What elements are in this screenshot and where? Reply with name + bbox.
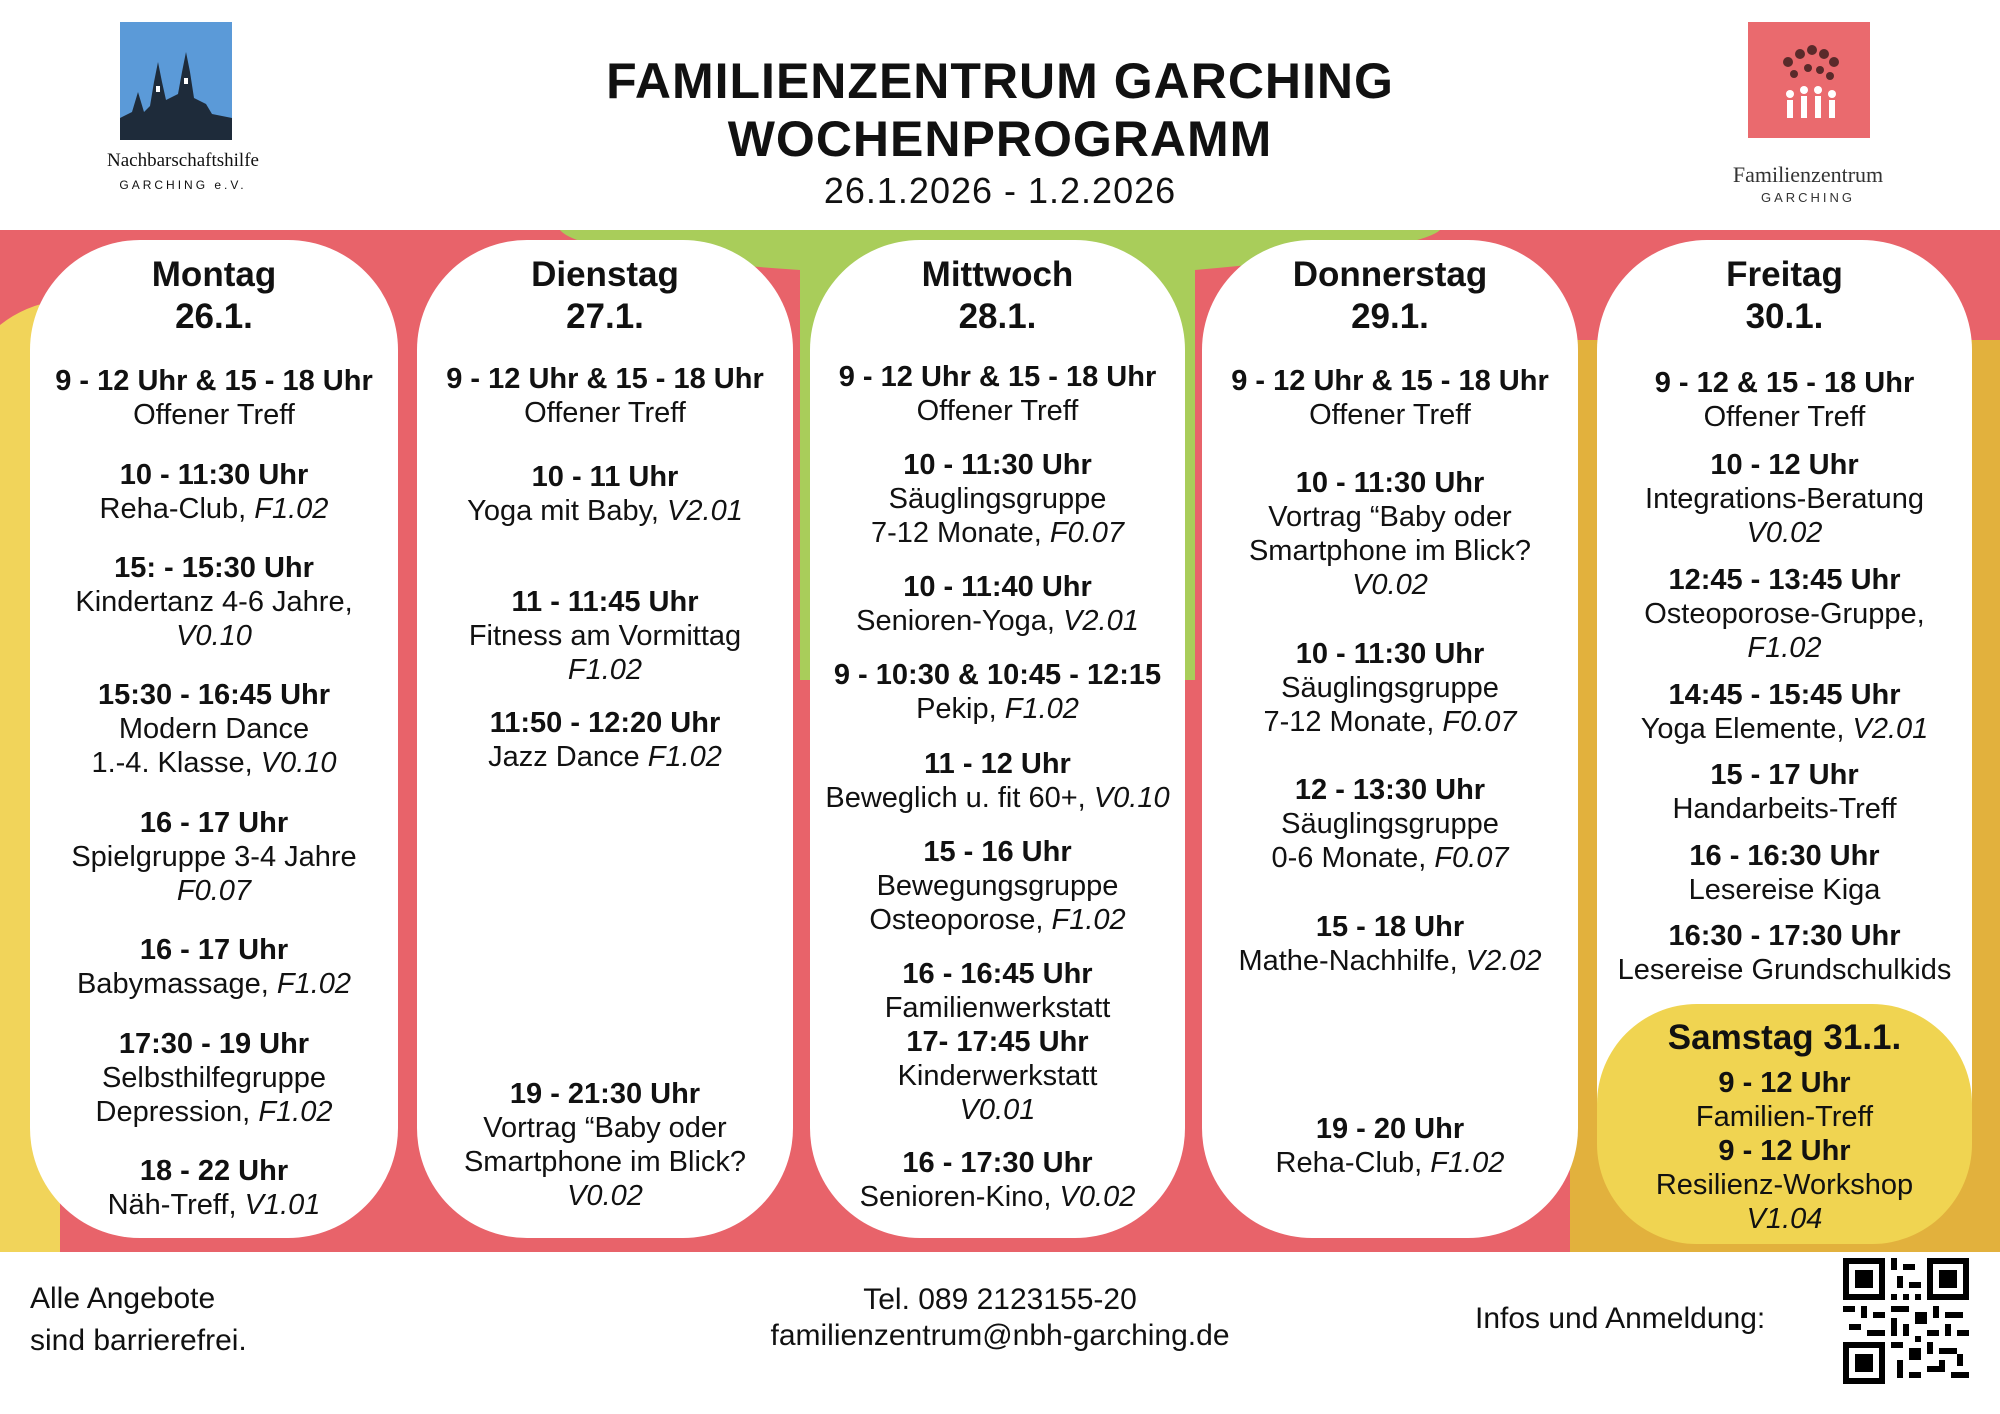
event-title: Kindertanz 4-6 Jahre, (75, 586, 353, 618)
event-room: V2.02 (1465, 945, 1542, 977)
day-column-montag (30, 240, 398, 1238)
accessibility-line-2: sind barrierefrei. (30, 1324, 247, 1357)
event-room: V0.10 (1093, 782, 1170, 814)
event-title: Reha-Club, (1275, 1147, 1423, 1179)
day-date: 29.1. (1351, 297, 1429, 336)
event-room: F1.02 (567, 654, 643, 686)
event-room: F1.02 (1004, 693, 1079, 725)
event (1202, 637, 1578, 739)
day-name: Donnerstag (1292, 255, 1488, 294)
event-title: Integrations-Beratung (1645, 483, 1924, 515)
event-time: 12:45 - 13:45 Uhr (1668, 564, 1901, 596)
day-name: Mittwoch (921, 255, 1074, 294)
event-title: Familienwerkstatt (884, 992, 1111, 1024)
event-title-2: 7-12 Monate, (870, 517, 1042, 549)
phone-number: Tel. 089 2123155-20 (863, 1283, 1137, 1316)
event (1597, 448, 1972, 550)
event-time: 14:45 - 15:45 Uhr (1668, 679, 1901, 711)
event (1597, 919, 1972, 987)
day-name: Freitag (1726, 255, 1843, 294)
saturday-title: Samstag 31.1. (1667, 1018, 1902, 1057)
event (1202, 1112, 1578, 1180)
event-room: V2.01 (1852, 713, 1929, 745)
event-room: F1.02 (258, 1096, 333, 1128)
event-time: 10 - 11:30 Uhr (1295, 467, 1485, 499)
day-name: Dienstag (531, 255, 679, 294)
event (1597, 839, 1972, 907)
event-title-2: 0-6 Monate, (1271, 842, 1427, 874)
event (1597, 758, 1972, 826)
event-room: F1.02 (276, 968, 352, 1000)
day-header (1202, 254, 1578, 338)
event-time: 9 - 12 & 15 - 18 Uhr (1654, 367, 1915, 399)
event (1202, 364, 1578, 432)
logo-left-name: Nachbarschaftshilfe (107, 150, 259, 171)
saturday-box (1597, 1004, 1972, 1244)
logo-right-name: Familienzentrum (1732, 162, 1884, 187)
event-room: V1.04 (1746, 1203, 1823, 1235)
event-time: 16 - 16:30 Uhr (1689, 840, 1880, 872)
qr-code-icon[interactable] (1843, 1258, 1969, 1384)
event-time: 15:30 - 16:45 Uhr (97, 679, 331, 711)
event-room: V0.10 (260, 747, 337, 779)
event-title-2: 1.-4. Klasse, (91, 747, 253, 779)
event (1597, 678, 1972, 746)
day-column-donnerstag (1202, 240, 1578, 1238)
event-title: Babymassage, (76, 968, 269, 1000)
event (1597, 563, 1972, 665)
event-title: Jazz Dance (488, 741, 640, 773)
event (30, 364, 398, 432)
logo-left-sub: GARCHING e.V. (119, 178, 247, 192)
event-time: 9 - 12 Uhr & 15 - 18 Uhr (446, 363, 764, 395)
event-time: 11 - 12 Uhr (924, 748, 1071, 780)
event-time: 11 - 11:45 Uhr (511, 586, 699, 618)
event-room: F1.02 (1747, 632, 1822, 664)
familienzentrum-logo (1718, 22, 1898, 212)
event-time: 17:30 - 19 Uhr (118, 1028, 310, 1060)
event (810, 1025, 1185, 1127)
event (30, 458, 398, 526)
event-room: V0.01 (959, 1094, 1036, 1126)
event-title: Osteoporose-Gruppe, (1644, 598, 1925, 630)
event-title: Säuglingsgruppe (1281, 672, 1499, 704)
event-room: F1.02 (254, 493, 329, 525)
event (30, 1027, 398, 1129)
event-title: Reha-Club, (99, 493, 247, 525)
event-room: V2.01 (1063, 605, 1139, 637)
event-title: Säuglingsgruppe (888, 483, 1107, 515)
page-subtitle: WOCHENPROGRAMM (727, 111, 1273, 167)
event-time: 9 - 12 Uhr (1718, 1135, 1851, 1167)
event-title: Senioren-Kino, (859, 1181, 1052, 1213)
event (810, 448, 1185, 550)
event (810, 747, 1185, 815)
event (810, 360, 1185, 428)
event-time: 15: - 15:30 Uhr (114, 552, 314, 584)
event-room: F0.07 (1434, 842, 1509, 874)
event-title: Modern Dance (118, 713, 310, 745)
event-title: Fitness am Vormittag (468, 620, 742, 652)
event (1202, 773, 1578, 875)
event (30, 933, 398, 1001)
event-time: 15 - 17 Uhr (1710, 759, 1859, 791)
event-time: 16 - 17 Uhr (139, 934, 289, 966)
event-time: 16 - 16:45 Uhr (902, 958, 1093, 990)
event-title: Familien-Treff (1695, 1101, 1874, 1133)
event-time: 16 - 17:30 Uhr (902, 1147, 1093, 1179)
event-title: Handarbeits-Treff (1672, 793, 1897, 825)
logo-right-sub: GARCHING (1760, 190, 1856, 205)
event-room: F0.07 (176, 875, 252, 907)
event-title: Näh-Treff, (107, 1189, 237, 1221)
event-time: 19 - 20 Uhr (1315, 1113, 1465, 1145)
date-range: 26.1.2026 - 1.2.2026 (823, 170, 1177, 211)
day-column-mittwoch (810, 240, 1185, 1238)
event-title: Säuglingsgruppe (1281, 808, 1499, 840)
event-time: 9 - 10:30 & 10:45 - 12:15 (833, 659, 1162, 691)
event (1202, 466, 1578, 602)
event (1202, 910, 1578, 978)
event-title: Bewegungsgruppe (876, 870, 1119, 902)
event-title-2: Depression, (95, 1096, 251, 1128)
event-title: Lesereise Kiga (1688, 874, 1881, 906)
event-title: Vortrag “Baby oder (1268, 501, 1512, 533)
event-room: V1.01 (244, 1189, 321, 1221)
event (417, 585, 793, 687)
event-time: 9 - 12 Uhr & 15 - 18 Uhr (838, 361, 1157, 393)
day-date: 26.1. (175, 297, 253, 336)
event-time: 18 - 22 Uhr (139, 1155, 289, 1187)
day-header (417, 254, 793, 338)
event (810, 835, 1185, 937)
event-title: Offener Treff (1309, 399, 1471, 431)
event-time: 10 - 11:40 Uhr (903, 571, 1092, 603)
family-tree-icon (1748, 22, 1870, 138)
event (810, 1146, 1185, 1214)
event-time: 15 - 18 Uhr (1315, 911, 1465, 943)
event-time: 17- 17:45 Uhr (906, 1026, 1089, 1058)
event-time: 10 - 12 Uhr (1710, 449, 1859, 481)
event-title: Vortrag “Baby oder (483, 1112, 727, 1144)
event-time: 9 - 12 Uhr (1718, 1067, 1851, 1099)
event-title: Selbsthilfegruppe (101, 1062, 327, 1094)
event-title: Kinderwerkstatt (897, 1060, 1098, 1092)
day-header (1597, 254, 1972, 338)
event-room: V0.02 (1059, 1181, 1136, 1213)
event-title: Offener Treff (524, 397, 686, 429)
event-title: Offener Treff (133, 399, 295, 431)
event-title: Mathe-Nachhilfe, (1238, 945, 1458, 977)
event (810, 658, 1185, 726)
event-room: F0.07 (1442, 706, 1517, 738)
event-time: 19 - 21:30 Uhr (509, 1078, 701, 1110)
event-time: 10 - 11:30 Uhr (1295, 638, 1485, 670)
day-column-dienstag (417, 240, 793, 1238)
event-title: Offener Treff (916, 395, 1079, 427)
event-time: 16:30 - 17:30 Uhr (1668, 920, 1901, 952)
event-time: 10 - 11 Uhr (531, 461, 679, 493)
event (30, 551, 398, 653)
event-title-2: Smartphone im Blick? (1248, 535, 1532, 567)
event-time: 10 - 11:30 Uhr (903, 449, 1092, 481)
email-address[interactable]: familienzentrum@nbh-garching.de (770, 1319, 1230, 1352)
nachbarschaftshilfe-logo (78, 22, 288, 202)
day-date: 30.1. (1745, 297, 1824, 336)
event (417, 706, 793, 774)
event-room: F0.07 (1049, 517, 1125, 549)
event (810, 570, 1185, 638)
event-room: V2.01 (667, 495, 743, 527)
event-time: 9 - 12 Uhr & 15 - 18 Uhr (1231, 365, 1549, 397)
event (30, 1154, 398, 1222)
event-time: 10 - 11:30 Uhr (119, 459, 309, 491)
event-title: Senioren-Yoga, (856, 605, 1055, 637)
event-title-2: 7-12 Monate, (1263, 706, 1435, 738)
event-room: V0.10 (176, 620, 252, 652)
day-name: Montag (151, 255, 277, 294)
day-date: 28.1. (958, 297, 1037, 336)
event-title: Yoga Elemente, (1640, 713, 1845, 745)
event-title: Yoga mit Baby, (467, 495, 659, 527)
event-time: 16 - 17 Uhr (139, 807, 289, 839)
page-title: FAMILIENZENTRUM GARCHING (606, 53, 1394, 109)
event (1597, 366, 1972, 434)
event-title-2: Smartphone im Blick? (463, 1146, 747, 1178)
event-title: Pekip, (916, 693, 997, 725)
event-title: Lesereise Grundschulkids (1617, 954, 1952, 986)
event (417, 1077, 793, 1213)
accessibility-line-1: Alle Angebote (30, 1282, 216, 1315)
event (30, 806, 398, 908)
day-header (810, 254, 1185, 338)
event-room: V0.02 (567, 1180, 643, 1212)
event-title-2: Osteoporose, (869, 904, 1044, 936)
church-skyline-icon (120, 22, 232, 140)
event (1597, 1066, 1972, 1134)
event-room: F1.02 (647, 741, 722, 773)
event-room: F1.02 (1430, 1147, 1505, 1179)
event (417, 362, 793, 430)
day-header (30, 254, 398, 338)
event-title: Spielgruppe 3-4 Jahre (71, 841, 357, 873)
event-title: Resilienz-Workshop (1655, 1169, 1914, 1201)
event (30, 678, 398, 780)
event-room: F1.02 (1051, 904, 1126, 936)
event (417, 460, 793, 528)
event-time: 12 - 13:30 Uhr (1294, 774, 1486, 806)
event-time: 15 - 16 Uhr (923, 836, 1072, 868)
event-title: Beweglich u. fit 60+, (825, 782, 1086, 814)
event (1597, 1134, 1972, 1236)
info-label: Infos und Anmeldung: (1475, 1302, 1766, 1335)
day-date: 27.1. (566, 297, 644, 336)
event-title: Offener Treff (1703, 401, 1866, 433)
event-time: 9 - 12 Uhr & 15 - 18 Uhr (55, 365, 373, 397)
event (810, 957, 1185, 1025)
event-room: V0.02 (1746, 517, 1823, 549)
event-room: V0.02 (1352, 569, 1428, 601)
event-time: 11:50 - 12:20 Uhr (489, 707, 721, 739)
